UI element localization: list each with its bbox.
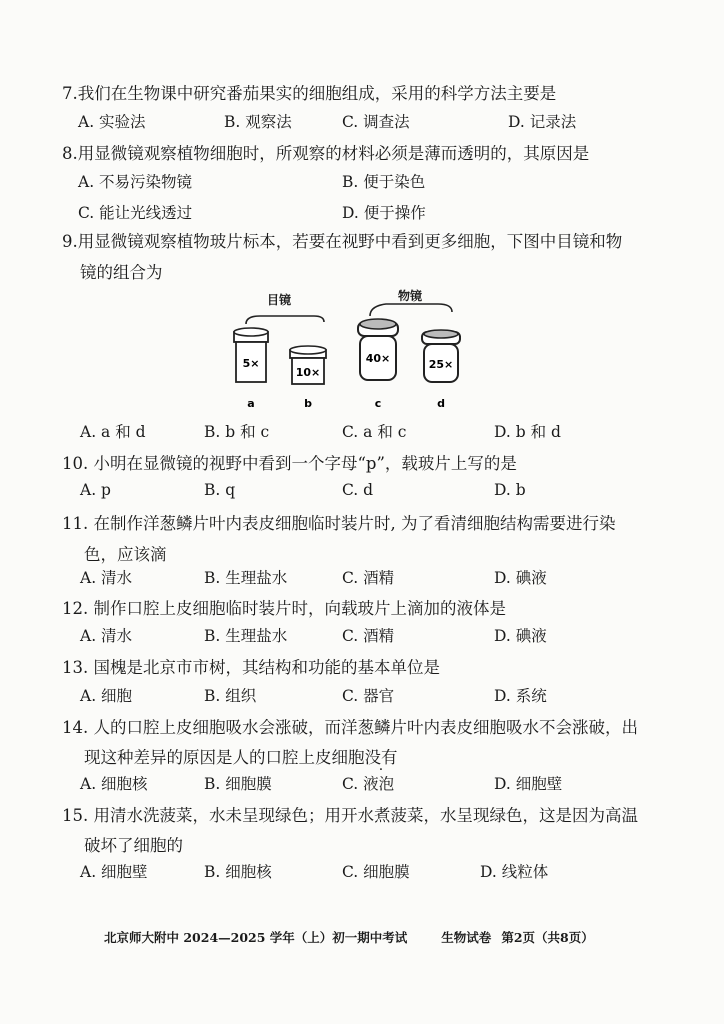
lens-b-id: b bbox=[304, 397, 312, 410]
q13-option-b: B. 组织 bbox=[204, 687, 257, 705]
q9-option-d: D. b 和 d bbox=[494, 423, 561, 441]
lens-a bbox=[234, 328, 268, 410]
lens-b-mag: 10× bbox=[295, 366, 321, 379]
question-11-stem: 11. 在制作洋葱鳞片叶内表皮细胞临时装片时, 为了看清细胞结构需要进行染 bbox=[62, 514, 616, 533]
q12-option-b: B. 生理盐水 bbox=[204, 627, 288, 645]
lens-d bbox=[422, 330, 460, 410]
question-8-stem: 8.用显微镜观察植物细胞时，所观察的材料必须是薄而透明的，其原因是 bbox=[62, 144, 590, 163]
question-14-stem-cont bbox=[84, 744, 398, 768]
footer-subject: 生物试卷 bbox=[441, 930, 492, 945]
q15-option-c: C. 细胞膜 bbox=[342, 863, 410, 881]
q12-option-c: C. 酒精 bbox=[342, 627, 395, 645]
question-9-stem-cont: 镜的组合为 bbox=[80, 263, 163, 282]
lens-c bbox=[358, 319, 398, 410]
eyepiece-label: 目镜 bbox=[267, 293, 292, 307]
lens-d-mag: 25× bbox=[428, 358, 454, 371]
question-10-stem: 10. 小明在显微镜的视野中看到一个字母“p”，载玻片上写的是 bbox=[62, 454, 517, 473]
q15-option-a: A. 细胞壁 bbox=[80, 863, 148, 881]
q10-option-a: A. p bbox=[80, 481, 111, 499]
q14-option-a: A. 细胞核 bbox=[80, 775, 148, 793]
q11-option-b: B. 生理盐水 bbox=[204, 569, 288, 587]
q13-option-d: D. 系统 bbox=[494, 687, 547, 705]
lens-a-mag: 5× bbox=[242, 357, 260, 370]
question-11-stem-cont: 色，应该滴 bbox=[84, 545, 167, 564]
q7-option-a: A. 实验法 bbox=[78, 113, 146, 131]
q14-option-c: C. 液泡 bbox=[342, 775, 395, 793]
lens-figure bbox=[220, 282, 480, 414]
q7-option-c: C. 调查法 bbox=[342, 113, 410, 131]
question-14-stem: 14. 人的口腔上皮细胞吸水会涨破，而洋葱鳞片叶内表皮细胞吸水不会涨破，出 bbox=[62, 718, 638, 737]
page-footer bbox=[104, 928, 594, 946]
question-7-stem: 7.我们在生物课中研究番茄果实的细胞组成，采用的科学方法主要是 bbox=[62, 84, 557, 103]
lens-c-mag: 40× bbox=[365, 352, 391, 365]
q9-option-a: A. a 和 d bbox=[80, 423, 146, 441]
q9-option-c: C. a 和 c bbox=[342, 423, 407, 441]
question-14-stem-cont-a: 现这种差异的原因是人的口腔上皮细胞 bbox=[84, 748, 365, 767]
q8-option-b: B. 便于染色 bbox=[342, 173, 426, 191]
question-9-stem: 9.用显微镜观察植物玻片标本，若要在视野中看到更多细胞，下图中目镜和物 bbox=[62, 232, 623, 251]
q8-option-c: C. 能让光线透过 bbox=[78, 204, 193, 222]
q15-option-d: D. 线粒体 bbox=[480, 863, 549, 881]
q10-option-d: D. b bbox=[494, 481, 526, 499]
q7-option-b: B. 观察法 bbox=[224, 113, 292, 131]
lens-c-id: c bbox=[374, 397, 382, 410]
q12-option-d: D. 碘液 bbox=[494, 627, 547, 645]
q14-option-b: B. 细胞膜 bbox=[204, 775, 272, 793]
q8-option-d: D. 便于操作 bbox=[342, 204, 426, 222]
footer-school: 北京师大附中 2024—2025 学年（上）初一期中考试 bbox=[104, 930, 408, 945]
q11-option-d: D. 碘液 bbox=[494, 569, 547, 587]
question-15-stem-cont: 破坏了细胞的 bbox=[84, 836, 183, 855]
question-15-stem: 15. 用清水洗菠菜，水未呈现绿色；用开水煮菠菜，水呈现绿色，这是因为高温 bbox=[62, 806, 638, 825]
lens-a-id: a bbox=[247, 397, 255, 410]
q13-option-a: A. 细胞 bbox=[80, 687, 133, 705]
q10-option-c: C. d bbox=[342, 481, 374, 499]
question-14-emphasis: 没有 bbox=[364, 748, 398, 767]
q10-option-b: B. q bbox=[204, 481, 236, 499]
q14-option-d: D. 细胞壁 bbox=[494, 775, 563, 793]
question-12-stem: 12. 制作口腔上皮细胞临时装片时，向载玻片上滴加的液体是 bbox=[62, 599, 506, 618]
q8-option-a: A. 不易污染物镜 bbox=[78, 173, 193, 191]
objective-label: 物镜 bbox=[398, 289, 423, 303]
q7-option-d: D. 记录法 bbox=[508, 113, 577, 131]
q9-option-b: B. b 和 c bbox=[204, 423, 270, 441]
question-13-stem: 13. 国槐是北京市市树，其结构和功能的基本单位是 bbox=[62, 658, 440, 677]
q12-option-a: A. 清水 bbox=[80, 627, 133, 645]
q11-option-c: C. 酒精 bbox=[342, 569, 395, 587]
q13-option-c: C. 器官 bbox=[342, 687, 395, 705]
lens-b bbox=[290, 346, 326, 410]
lens-d-id: d bbox=[437, 397, 445, 410]
footer-page: 第2页（共8页） bbox=[501, 930, 594, 945]
q11-option-a: A. 清水 bbox=[80, 569, 133, 587]
q15-option-b: B. 细胞核 bbox=[204, 863, 272, 881]
